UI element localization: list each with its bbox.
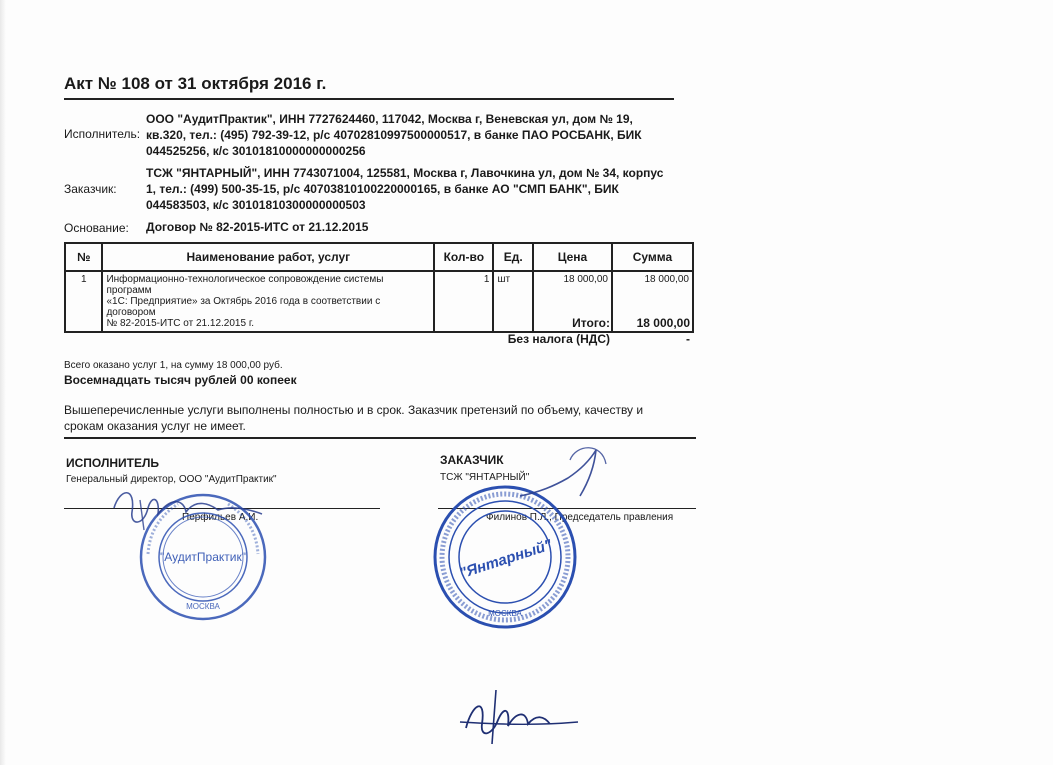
scan-edge <box>0 0 6 765</box>
executor-role: Генеральный директор, ООО "АудитПрактик" <box>66 474 277 485</box>
customer-org: ТСЖ "ЯНТАРНЫЙ" <box>440 472 530 483</box>
statement-line-1: Вышеперечисленные услуги выполнены полностью и в срок. Заказчик претензий по объему, качеству и <box>64 403 644 417</box>
bottom-handwritten-signature <box>452 684 582 748</box>
statement-line-2: срокам оказания услуг не имеет. <box>64 419 246 433</box>
customer-line-2: 1, тел.: (499) 500-35-15, р/с 40703810100220000165, в банке АО "СМП БАНК", БИК <box>146 182 619 196</box>
customer-name: Филинов П.Л., Председатель правления <box>486 512 674 523</box>
executor-line-2: кв.320, тел.: (495) 792-39-12, р/с 40702810997500000517, в банке ПАО РОСБАНК, БИК <box>146 128 642 142</box>
customer-handwritten-signature <box>510 440 620 510</box>
customer-stamp-city: МОСКВА <box>488 609 522 618</box>
executor-stamp-name: "АудитПрактик" <box>160 550 246 564</box>
header-qty: Кол-во <box>434 243 493 271</box>
header-price: Цена <box>533 243 612 271</box>
executor-line-1: ООО "АудитПрактик", ИНН 7727624460, 117042, Москва г, Веневская ул, дом № 19, <box>146 112 633 126</box>
customer-line-3: 044583503, к/с 30101810300000000503 <box>146 198 366 212</box>
basis-label: Основание: <box>64 221 129 235</box>
executor-handwritten-signature <box>100 478 270 538</box>
customer-line-1: ТСЖ "ЯНТАРНЫЙ", ИНН 7743071004, 125581, Москва г, Лавочкина ул, дом № 34, корпус <box>146 166 664 180</box>
executor-signature-heading: ИСПОЛНИТЕЛЬ <box>66 456 160 470</box>
row-name-line-2: «1С: Предприятие» за Октябрь 2016 года в соответствии с договором <box>106 296 381 318</box>
tax-value: - <box>686 332 690 346</box>
services-count-line: Всего оказано услуг 1, на сумму 18 000,00 руб. <box>64 360 283 371</box>
document-title: Акт № 108 от 31 октября 2016 г. <box>64 74 327 93</box>
header-num: № <box>65 243 102 271</box>
table-header-row <box>65 243 693 271</box>
customer-signature-heading: ЗАКАЗЧИК <box>440 453 504 467</box>
amount-in-words: Восемнадцать тысяч рублей 00 копеек <box>64 373 297 387</box>
row-sum: 18 000,00 <box>612 271 693 332</box>
row-name-line-1: Информационно-технологическое сопровождение системы программ <box>106 274 384 296</box>
executor-name: Перфильев А.И. <box>182 512 259 523</box>
executor-line-3: 044525256, к/с 30101810000000000256 <box>146 144 366 158</box>
row-price: 18 000,00 <box>533 271 612 332</box>
title-divider <box>64 98 674 100</box>
tax-label: Без налога (НДС) <box>507 332 610 346</box>
header-name: Наименование работ, услуг <box>102 243 434 271</box>
header-sum: Сумма <box>612 243 693 271</box>
header-unit: Ед. <box>493 243 533 271</box>
row-num: 1 <box>65 271 102 332</box>
row-name-line-3: № 82-2015-ИТС от 21.12.2015 г. <box>106 318 255 329</box>
executor-stamp-city: МОСКВА <box>186 602 220 611</box>
row-name <box>102 271 434 332</box>
executor-label: Исполнитель: <box>64 127 141 141</box>
customer-details <box>146 165 663 213</box>
completion-statement <box>64 402 643 434</box>
signature-divider <box>64 437 696 439</box>
row-qty: 1 <box>434 271 493 332</box>
row-unit: шт <box>493 271 533 332</box>
total-value: 18 000,00 <box>636 316 690 330</box>
executor-details <box>146 111 642 159</box>
basis-value: Договор № 82-2015-ИТС от 21.12.2015 <box>146 220 369 234</box>
customer-stamp-name: "Янтарный" <box>457 536 555 583</box>
total-label: Итого: <box>572 316 610 330</box>
customer-label: Заказчик: <box>64 182 117 196</box>
